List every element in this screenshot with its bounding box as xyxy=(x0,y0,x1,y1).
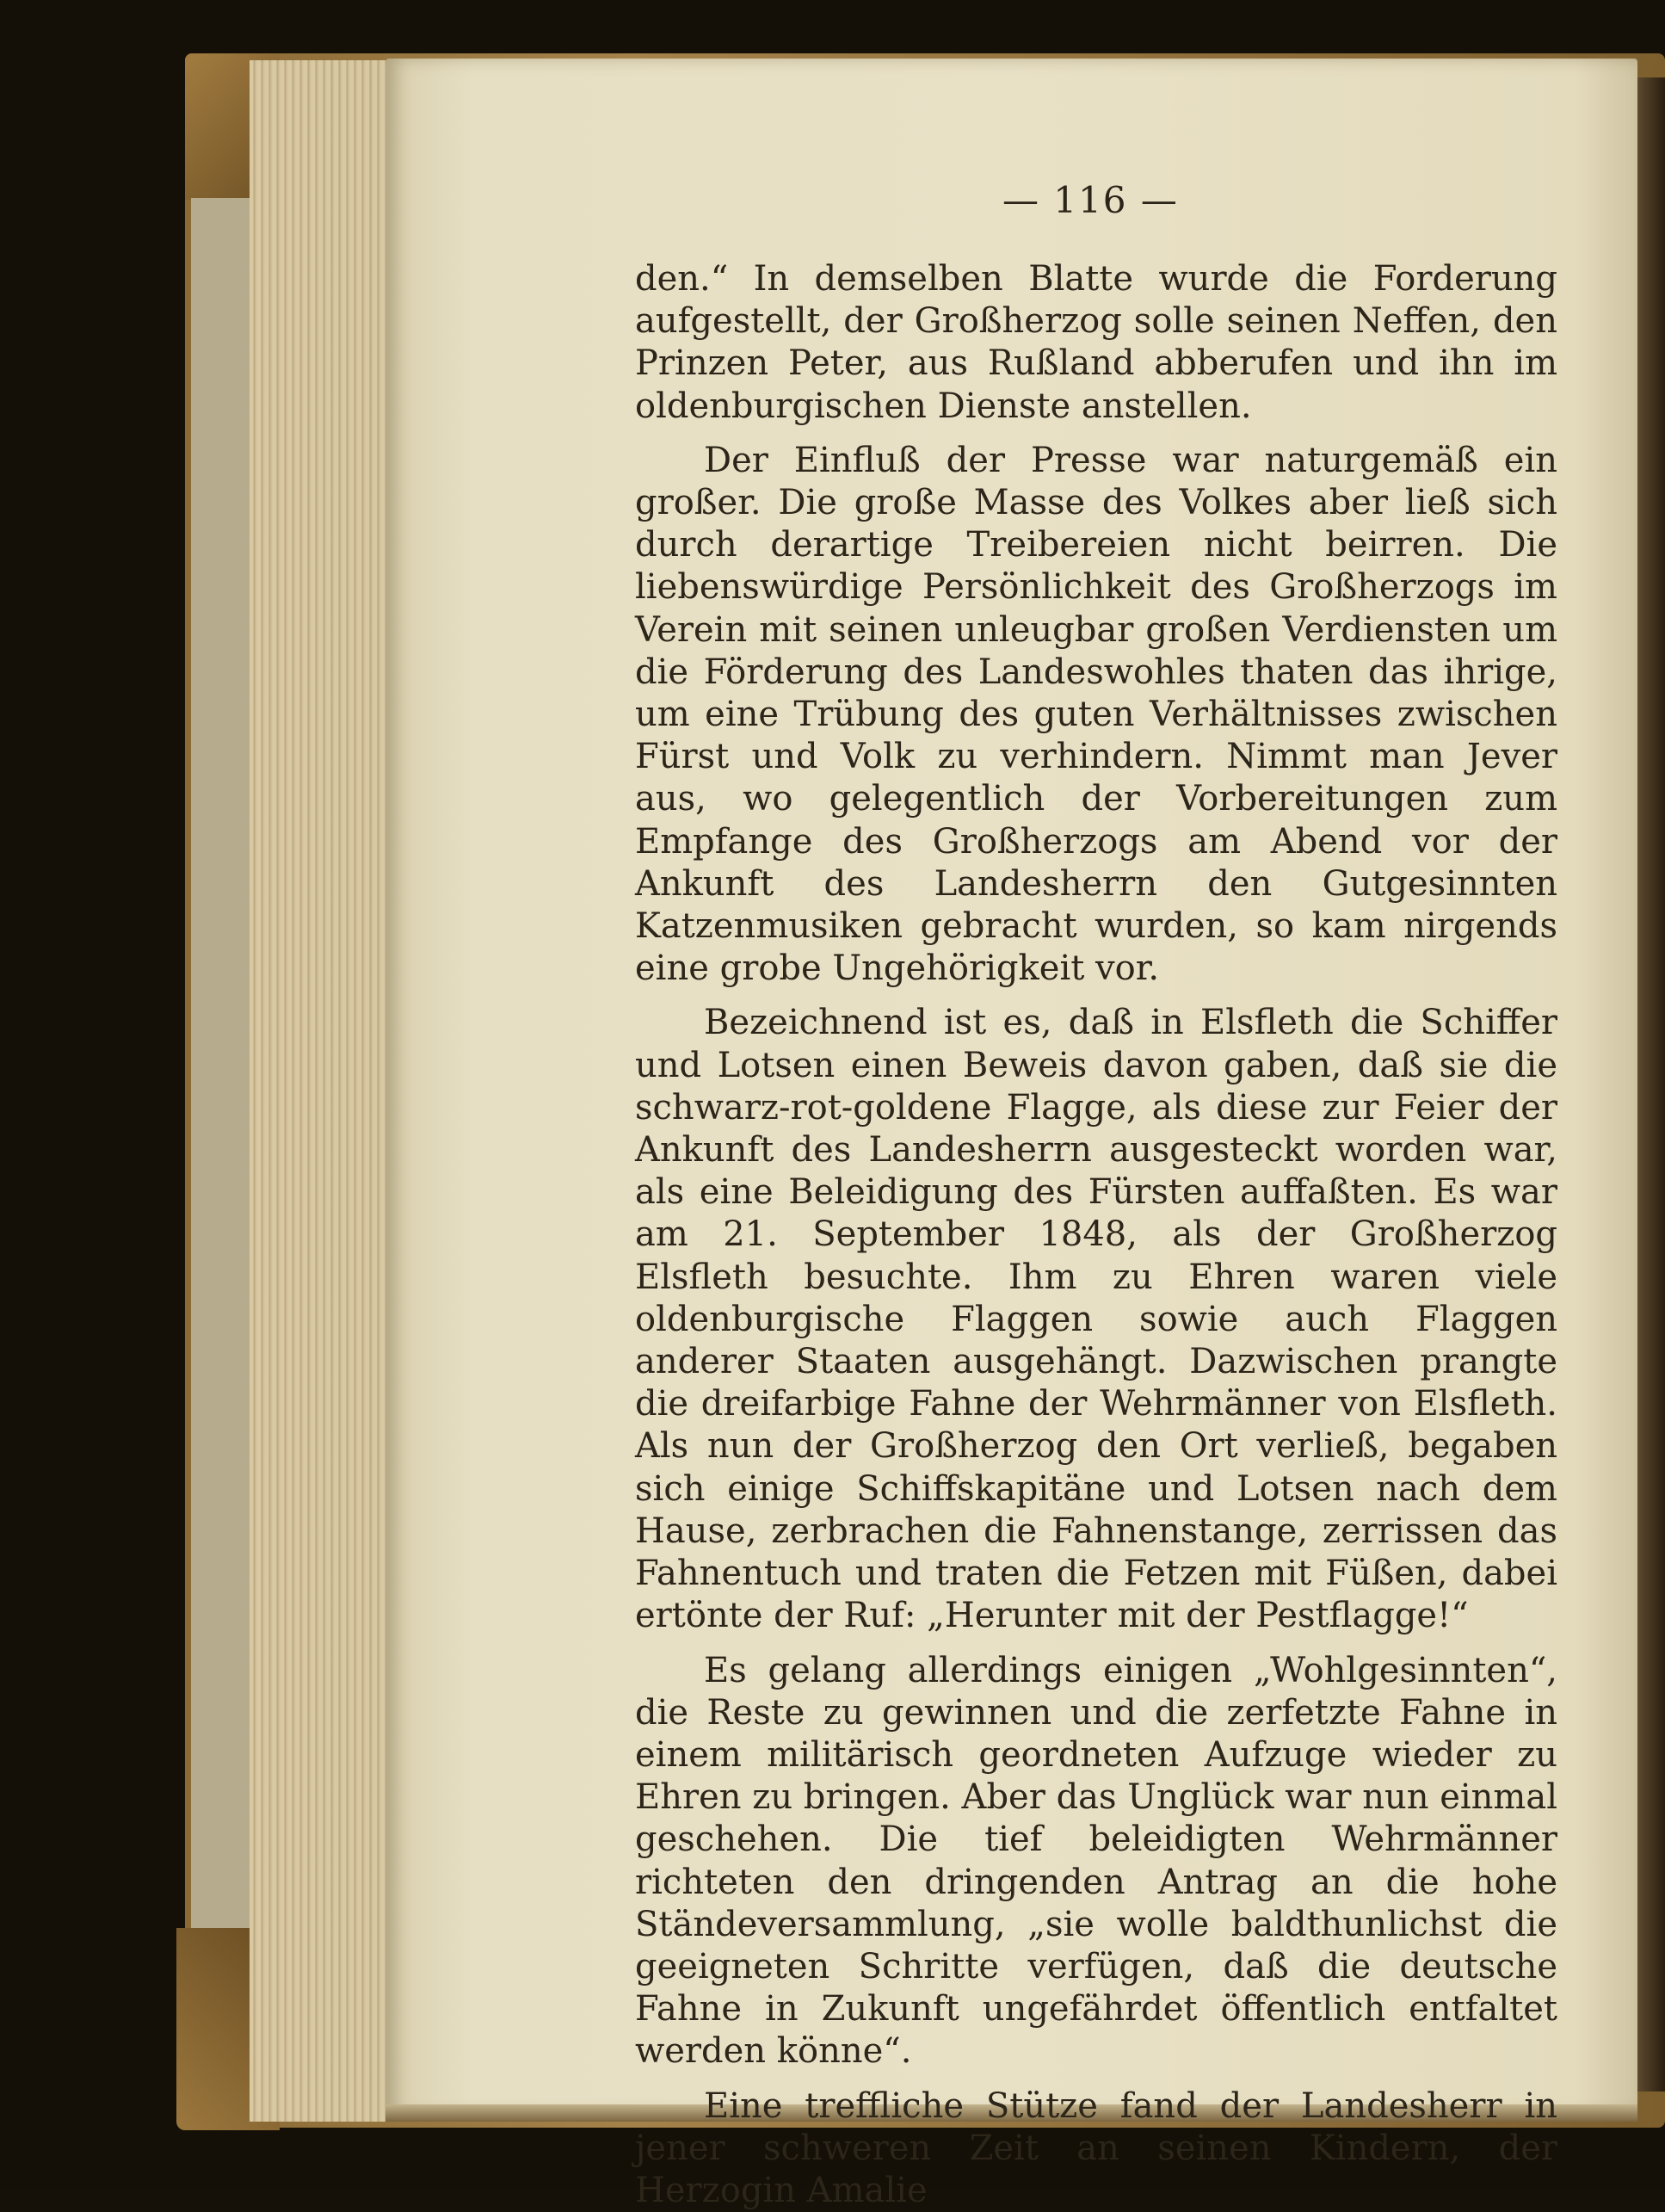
paragraph-4: Es gelang allerdings einigen „Wohlgesinnten“, die Reste zu gewinnen und die zerfetzte Fahne in einem militärisch geordneten Aufzuge wieder zu Ehren zu bringen. Aber das Unglück war nun einmal geschehen. Die tief beleidigten Wehrmänner richteten den dringenden Antrag an die hohe Ständeversammlung, „sie wolle baldthunlichst die geeigneten Schritte verfügen, daß die deutsche Fahne in Zukunft ungefährdet öffentlich entfaltet werden könne“. xyxy=(635,1650,1557,2072)
paragraph-5: Eine treffliche Stütze fand der Landesherr in jener schweren Zeit an seinen Kindern, der Herzogin Amalie xyxy=(635,2085,1557,2210)
page-number: — 116 — xyxy=(1002,179,1179,221)
paragraph-3: Bezeichnend ist es, daß in Elsfleth die Schiffer und Lotsen einen Beweis davon gaben, daß sie die schwarz-rot-goldene Flagge, als diese zur Feier der Ankunft des Landesherrn ausgesteckt worden war, als eine Beleidigung des Fürsten auffaßten. Es war am 21. September 1848, als der Großherzog Elsfleth besuchte. Ihm zu Ehren waren viele oldenburgische Flaggen sowie auch Flaggen anderer Staaten ausgehängt. Dazwischen prangte die dreifarbige Fahne der Wehrmänner von Elsfleth. Als nun der Großherzog den Ort verließ, begaben sich einige Schiffskapitäne und Lotsen nach dem Hause, zerbrachen die Fahnenstange, zerrissen das Fahnentuch und traten die Fetzen mit Füßen, dabei ertönte der Ruf: „Herunter mit der Pestflagge!“ xyxy=(635,1003,1557,1636)
page-text xyxy=(635,258,1557,2212)
page-stack-edge xyxy=(250,60,404,2122)
paragraph-2: Der Einfluß der Presse war naturgemäß ein großer. Die große Masse des Volkes aber ließ sich durch derartige Treibereien nicht beirren. Die liebenswürdige Persönlichkeit des Großherzogs im Verein mit seinen unleugbar großen Verdiensten um die Förderung des Landeswohles thaten das ihrige, um eine Trübung des guten Verhältnisses zwischen Fürst und Volk zu verhindern. Nimmt man Jever aus, wo gelegentlich der Vorbereitungen zum Empfange des Großherzogs am Abend vor der Ankunft des Landesherrn den Gutgesinnten Katzenmusiken gebracht wurden, so kam nirgends eine grobe Ungehörigkeit vor. xyxy=(635,440,1557,989)
paragraph-1: den.“ In demselben Blatte wurde die Forderung aufgestellt, der Großherzog solle seinen Neffen, den Prinzen Peter, aus Rußland abberufen und ihn im oldenburgischen Dienste anstellen. xyxy=(635,259,1557,426)
